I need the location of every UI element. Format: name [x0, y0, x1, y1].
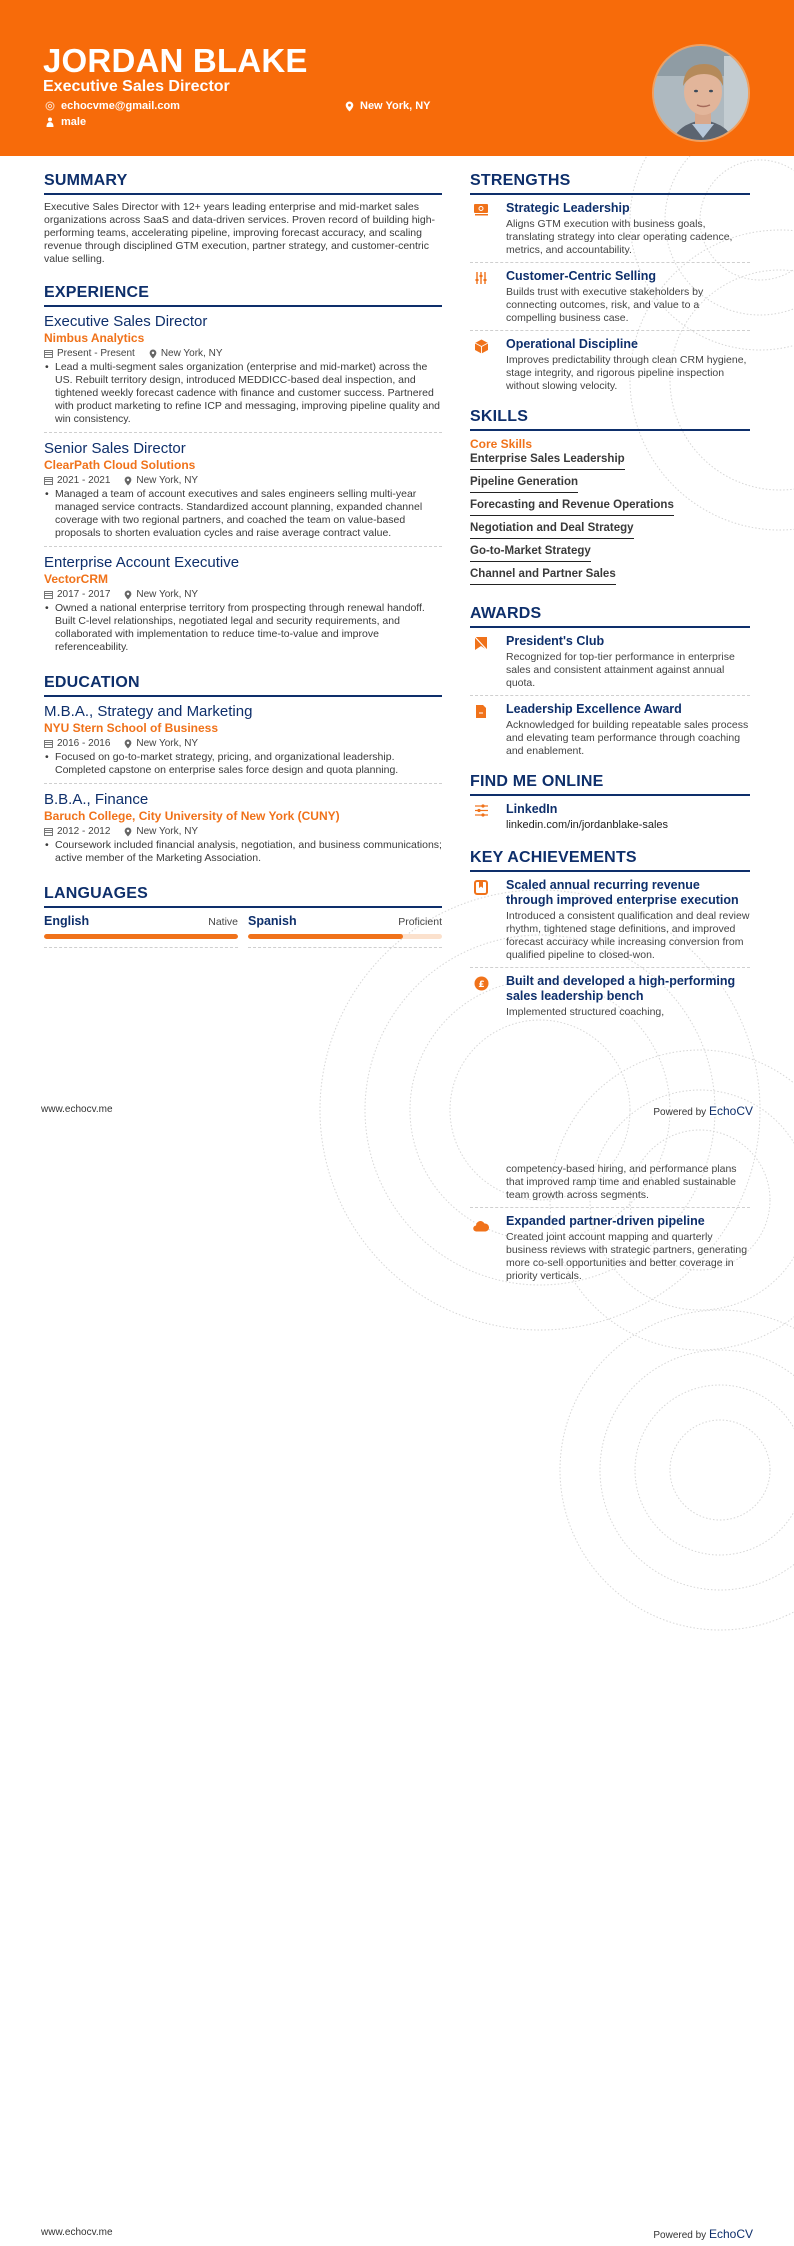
calendar-icon [44, 827, 53, 836]
experience-entry [44, 554, 442, 660]
achievement-desc: Implemented structured coaching, [506, 1006, 665, 1018]
email-contact[interactable] [45, 100, 180, 112]
footer-brand: EchoCV [708, 1104, 753, 1118]
map-pin-icon [124, 827, 132, 837]
achievement-desc: competency-based hiring, and performance plans that improved ramp time and enabled sustainable team growth across segments. [506, 1163, 737, 1201]
user-icon [45, 117, 55, 127]
award-desc: Acknowledged for building repeatable sales process and elevating team performance through coaching and enablement. [506, 719, 749, 757]
left-column [44, 172, 442, 948]
language-name: Spanish [248, 914, 297, 928]
award-title: President's Club [506, 634, 605, 648]
achievement-title: Scaled annual recurring revenue through improved enterprise execution [506, 878, 739, 907]
awards-section [470, 605, 750, 763]
description-bullet: • Coursework included financial analysis, negotiation, and business communications; active member of the Marketing Association. [44, 839, 442, 865]
section-title: SKILLS [470, 408, 750, 431]
entry-meta [44, 347, 442, 360]
skills-section [470, 408, 750, 591]
email-text: echocvme@gmail.com [61, 100, 180, 112]
section-title: STRENGTHS [470, 172, 750, 195]
award-desc: Recognized for top-tier performance in enterprise sales and consistent attainment against annual quota. [506, 651, 735, 689]
date-range: 2016 - 2016 [57, 738, 111, 749]
bookmark-icon [474, 880, 488, 895]
calendar-icon [44, 590, 53, 599]
strength-item [470, 201, 750, 263]
experience-entry [44, 313, 442, 433]
calendar-icon [44, 739, 53, 748]
entry-meta [44, 737, 442, 750]
gender-text: male [61, 116, 87, 128]
bookmark-slash-icon [474, 636, 488, 651]
description-bullet: • Focused on go-to-market strategy, pricing, and organizational leadership. Completed capstone on enterprise sales force design and quota planning. [44, 751, 442, 777]
strength-title: Customer-Centric Selling [506, 269, 657, 283]
achievement-item-continued [470, 1163, 750, 1208]
job-title: Enterprise Account Executive [44, 554, 240, 571]
education-entry [44, 791, 442, 871]
map-pin-icon [124, 590, 132, 600]
svg-text:£: £ [477, 980, 485, 990]
achievement-item [470, 974, 750, 1024]
languages-section [44, 885, 442, 948]
company-name: VectorCRM [44, 572, 109, 586]
proficiency-bar [248, 934, 442, 939]
award-title: Leadership Excellence Award [506, 702, 682, 716]
language-item [248, 914, 442, 948]
money-bill-icon [473, 203, 489, 217]
achievement-desc: Introduced a consistent qualification and deal review rhythm, tightened stage definitions, and improved forecast accuracy while increasing conversion from qualified pipeline to closed-won. [506, 910, 750, 961]
school-name: Baruch College, City University of New York (CUNY) [44, 809, 340, 823]
key-achievements-section [470, 849, 750, 1024]
entry-meta [44, 825, 442, 838]
date-range: 2021 - 2021 [57, 475, 111, 486]
proficiency-bar [44, 934, 238, 939]
section-title: FIND ME ONLINE [470, 773, 750, 796]
strength-item [470, 269, 750, 331]
section-title: LANGUAGES [44, 885, 442, 908]
calendar-icon [44, 349, 53, 358]
location: New York, NY [136, 589, 199, 600]
degree: B.B.A., Finance [44, 791, 149, 808]
strength-item [470, 337, 750, 398]
summary-text: Executive Sales Director with 12+ years leading enterprise and mid-market sales organizations across SaaS and data-driven services. Proven record of building high-performing teams, accelerating pipeline, improving forecast accuracy, and scaling revenue through disciplined GTM execution, partner strategy, and customer-centric value selling. [44, 201, 436, 265]
file-icon [475, 704, 487, 719]
company-name: Nimbus Analytics [44, 331, 145, 345]
job-title: Executive Sales Director [44, 313, 208, 330]
description-bullet: • Managed a team of account executives and sales engineers selling multi-year managed service contracts. Standardized account planning, expanded channel coverage with two regional partners, and coached the team on value-based proposals to shorten evaluation cycles and raise average contract value. [44, 488, 442, 540]
cloud-icon [473, 1219, 489, 1232]
strength-desc: Builds trust with executive stakeholders by connecting outcomes, risk, and value to a compelling business case. [506, 286, 704, 324]
school-name: NYU Stern School of Business [44, 721, 219, 735]
summary-section [44, 172, 442, 266]
entry-meta [44, 588, 442, 601]
skill-item: Forecasting and Revenue Operations [470, 499, 674, 516]
experience-section [44, 284, 442, 660]
section-title: AWARDS [470, 605, 750, 628]
profile-network: LinkedIn [506, 802, 558, 816]
skill-item: Negotiation and Deal Strategy [470, 522, 634, 539]
skill-item: Pipeline Generation [470, 476, 578, 493]
location-text: New York, NY [360, 100, 431, 112]
footer-powered: Powered by EchoCV [653, 2227, 753, 2241]
location-contact [344, 100, 431, 112]
footer-brand: EchoCV [708, 2227, 753, 2241]
footer-site[interactable]: www.echocv.me [41, 1104, 113, 1115]
location: New York, NY [136, 475, 199, 486]
entry-meta [44, 474, 442, 487]
language-name: English [44, 914, 90, 928]
online-profile-item[interactable] [470, 802, 750, 837]
candidate-title: Executive Sales Director [43, 78, 230, 95]
achievement-item [470, 1214, 750, 1288]
description-bullet: • Owned a national enterprise territory from prospecting through renewal handoff. Built C-level relationships, negotiated legal and security requirements, and collaborated with implementation to reduce time-to-value and improve referenceability. [44, 602, 442, 654]
gender-contact [45, 116, 86, 128]
right-column [470, 172, 750, 1030]
sliders-horizontal-icon [474, 804, 489, 817]
map-pin-icon [149, 349, 157, 359]
strength-desc: Improves predictability through clean CRM hygiene, stage integrity, and rigorous pipeline inspection without slowing velocity. [506, 354, 747, 392]
achievement-title: Expanded partner-driven pipeline [506, 1214, 705, 1228]
date-range: Present - Present [57, 348, 135, 359]
skill-item: Enterprise Sales Leadership [470, 453, 625, 470]
language-item [44, 914, 238, 948]
education-entry [44, 703, 442, 784]
calendar-icon [44, 476, 53, 485]
section-title: EXPERIENCE [44, 284, 442, 307]
achievement-title: Built and developed a high-performing sales leadership bench [506, 974, 736, 1003]
skills-group-title: Core Skills [470, 437, 533, 451]
pound-coin-icon [474, 976, 489, 991]
strength-title: Strategic Leadership [506, 201, 630, 215]
section-title: SUMMARY [44, 172, 442, 195]
job-title: Senior Sales Director [44, 440, 186, 457]
achievements-continuation [470, 1163, 750, 1294]
degree: M.B.A., Strategy and Marketing [44, 703, 253, 720]
language-level: Native [208, 916, 238, 928]
map-pin-icon [124, 739, 132, 749]
footer-powered: Powered by EchoCV [653, 1104, 753, 1118]
date-range: 2012 - 2012 [57, 826, 111, 837]
candidate-name: JORDAN BLAKE [43, 42, 308, 79]
location: New York, NY [160, 348, 223, 359]
strength-title: Operational Discipline [506, 337, 638, 351]
resume-header [0, 0, 794, 156]
profile-photo [654, 46, 750, 142]
skill-item: Channel and Partner Sales [470, 568, 616, 585]
date-range: 2017 - 2017 [57, 589, 111, 600]
education-section [44, 674, 442, 871]
location: New York, NY [136, 738, 199, 749]
page-footer [41, 2227, 753, 2241]
cube-icon [474, 339, 489, 354]
experience-entry [44, 440, 442, 547]
map-pin-icon [344, 101, 354, 111]
location: New York, NY [136, 826, 199, 837]
at-icon [45, 101, 55, 111]
company-name: ClearPath Cloud Solutions [44, 458, 196, 472]
language-level: Proficient [398, 916, 442, 928]
strength-desc: Aligns GTM execution with business goals, translating strategy into clear operating cadence, metrics, and accountability. [506, 218, 733, 256]
award-item [470, 702, 750, 763]
achievement-item [470, 878, 750, 968]
sliders-icon [474, 271, 488, 285]
footer-site[interactable]: www.echocv.me [41, 2227, 113, 2238]
section-title: EDUCATION [44, 674, 442, 697]
section-title: KEY ACHIEVEMENTS [470, 849, 750, 872]
avatar [652, 44, 750, 142]
achievement-desc: Created joint account mapping and quarterly business reviews with strategic partners, generating more co-sell opportunities and better coverage in priority verticals. [506, 1231, 748, 1282]
strengths-section [470, 172, 750, 398]
profile-url[interactable]: linkedin.com/in/jordanblake-sales [506, 819, 669, 831]
map-pin-icon [124, 476, 132, 486]
page-footer [41, 1104, 753, 1118]
description-bullet: • Lead a multi-segment sales organization (enterprise and mid-market) across the US. Rebuilt territory design, introduced MEDDICC-based deal inspection, and tightened weekly forecast cadence with finance and customer success. Partnered with product marketing to refine ICP and messaging, improving pipeline quality and win consistency. [44, 361, 442, 426]
skill-item: Go-to-Market Strategy [470, 545, 591, 562]
award-item [470, 634, 750, 696]
find-me-online-section [470, 773, 750, 837]
